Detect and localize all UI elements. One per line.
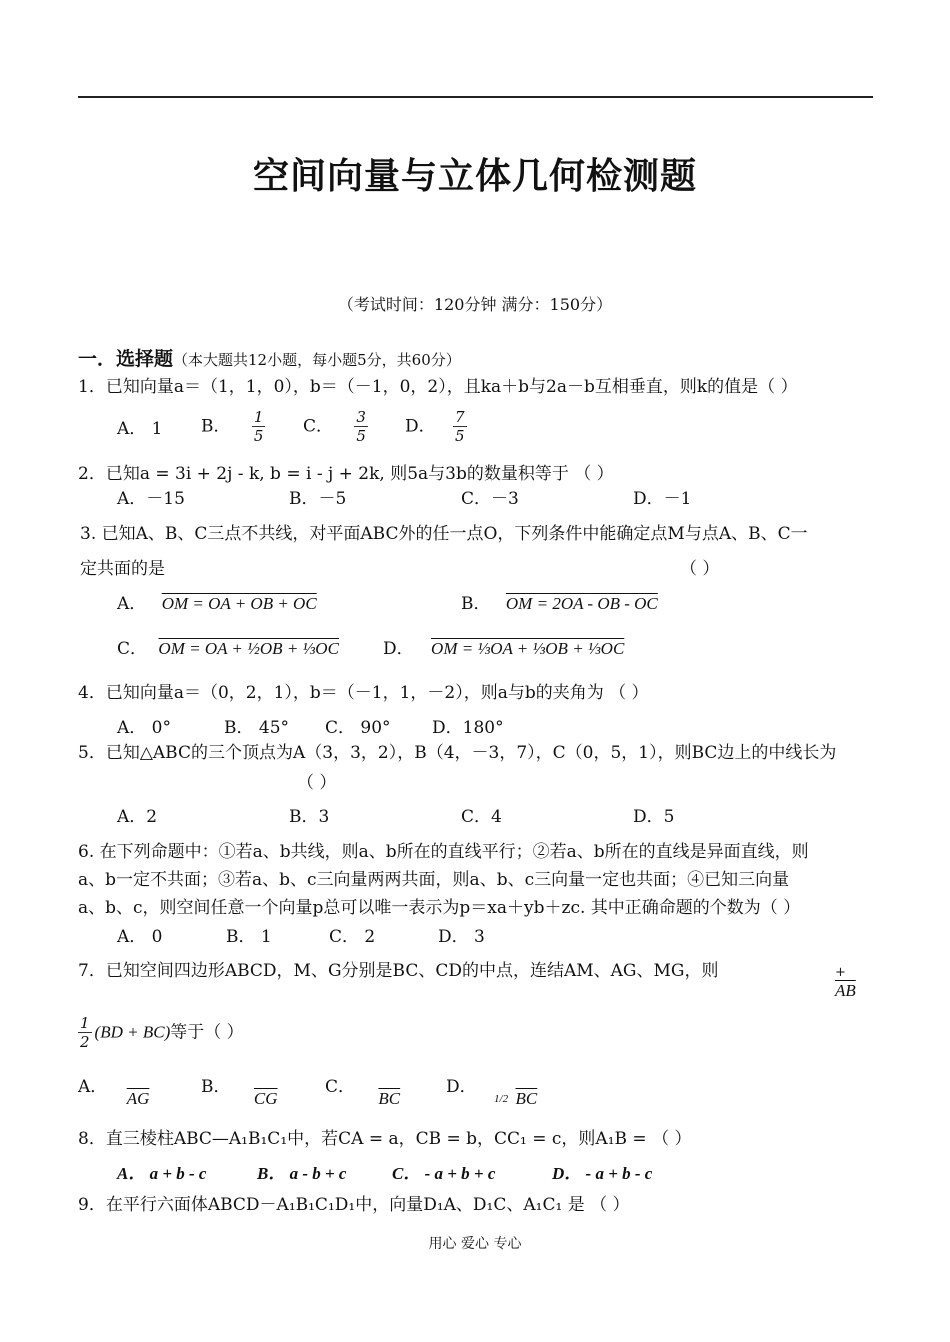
q3-b-expr: OM = 2OA - OB - OC xyxy=(505,594,658,613)
question-3-line-2: 定共面的是 xyxy=(80,559,165,579)
section-heading xyxy=(78,348,461,371)
q3-b-label: B． xyxy=(461,594,491,614)
q7-b-vec: $\overline{CG}$ xyxy=(253,1089,278,1108)
q2-option-b: B．－5 xyxy=(289,489,347,509)
q4-option-d: D．180° xyxy=(432,718,504,738)
q1-b-den: 5 xyxy=(253,427,264,445)
q1-b-label: B． xyxy=(201,416,231,437)
q7-ab-label-wrap xyxy=(835,980,856,1002)
q7-tail: 等于（ ） xyxy=(170,1022,244,1043)
q7-d-half: 1/2 xyxy=(494,1093,509,1105)
q6-option-d: D． 3 xyxy=(438,927,485,947)
q1-c-label: C． xyxy=(303,416,334,437)
q7-half-num: 1 xyxy=(80,1014,90,1032)
question-8: 8．直三棱柱ABC—A₁B₁C₁中，若CA = a，CB = b，CC₁ = c，则A₁B = （ ） xyxy=(78,1129,692,1149)
q3-option-c xyxy=(117,638,339,660)
question-3-line-1: 3. 已知A、B、C三点不共线，对平面ABC外的任一点O，下列条件中能确定点M与点A、B、C一 xyxy=(80,524,808,544)
q3-a-expr: OM = OA + OB + OC xyxy=(161,594,317,613)
q1-c-fraction xyxy=(354,408,368,445)
question-7-line-1: 7．已知空间四边形ABCD，M、G分别是BC、CD的中点，连结AM、AG、MG，则 xyxy=(78,961,719,981)
q5-option-a: A．2 xyxy=(117,807,158,827)
q7-a-vec: $\overline{AG}$ xyxy=(126,1089,150,1108)
q4-option-b: B． 45° xyxy=(224,718,290,738)
q7-half xyxy=(78,1014,92,1051)
section-label: 一．选择题 xyxy=(78,348,174,370)
question-3-answer-paren: （ ） xyxy=(680,559,720,579)
q7-expr: (BD + BC) xyxy=(94,1022,171,1042)
q1-d-den: 5 xyxy=(455,427,465,445)
q3-d-expr: OM = ⅓OA + ⅓OB + ⅓OC xyxy=(431,639,625,658)
q1-c-den: 5 xyxy=(356,427,366,445)
q1-c-num: 3 xyxy=(356,408,366,426)
q1-option-c xyxy=(303,408,371,445)
q3-c-expr: OM = OA + ½OB + ⅓OC xyxy=(158,639,339,658)
q7-option-a xyxy=(78,1076,150,1108)
q5-option-b: B．3 xyxy=(289,807,330,827)
q6-option-b: B． 1 xyxy=(226,927,272,947)
q1-d-num: 7 xyxy=(455,408,465,426)
q3-option-b xyxy=(461,593,658,615)
q7-ab-label: $\overline{AB}$ xyxy=(835,981,856,1000)
q8-option-a: A． a + b - c xyxy=(117,1164,207,1183)
q7-c-vec: $\overline{BC}$ xyxy=(378,1089,401,1108)
question-4: 4．已知向量a＝（0，2，1），b＝（－1，1，－2），则a与b的夹角为 （ ） xyxy=(78,683,649,703)
q8-option-d: D． - a + b - c xyxy=(552,1164,653,1183)
q1-option-d xyxy=(405,408,470,445)
q7-d-vec: $\overline{BC}$ xyxy=(515,1089,538,1108)
q1-option-a: A． 1 xyxy=(117,419,163,439)
q1-b-num: 1 xyxy=(253,408,264,426)
question-1: 1．已知向量a＝（1，1，0），b＝（－1，0，2），且ka＋b与2a－b互相垂直，则k的值是（ ） xyxy=(78,377,798,397)
q5-option-d: D．5 xyxy=(633,807,675,827)
q7-plus: + xyxy=(835,965,846,980)
q6-option-c: C． 2 xyxy=(329,927,376,947)
page-footer: 用心 爱心 专心 xyxy=(428,1236,522,1252)
question-2: 2．已知a = 3i + 2j - k, b = i - j + 2k, 则5a与3b的数量积等于 （ ） xyxy=(78,464,614,484)
q7-option-c xyxy=(325,1076,401,1108)
q6-option-a: A． 0 xyxy=(117,927,163,947)
q2-option-c: C．－3 xyxy=(461,489,519,509)
q4-option-c: C． 90° xyxy=(325,718,391,738)
q1-b-fraction xyxy=(252,408,266,445)
q4-option-a: A． 0° xyxy=(117,718,171,738)
q3-a-label: A． xyxy=(117,594,147,614)
question-7-line-2 xyxy=(78,1014,244,1051)
q5-option-c: C．4 xyxy=(461,807,502,827)
question-6-line-2: a、b一定不共面；③若a、b、c三向量两两共面，则a、b、c三向量一定也共面；④已知三向量 xyxy=(78,870,790,890)
header-rule xyxy=(78,96,873,98)
q7-option-b xyxy=(201,1076,278,1108)
q7-b-label: B． xyxy=(201,1077,231,1097)
q7-c-label: C． xyxy=(325,1077,356,1097)
q7-option-d xyxy=(446,1076,538,1108)
q3-option-d xyxy=(383,638,624,660)
q3-d-label: D． xyxy=(383,639,414,659)
q7-a-label: A． xyxy=(78,1077,108,1097)
q7-d-label: D． xyxy=(446,1077,477,1097)
question-6-line-3: a、b、c，则空间任意一个向量p总可以唯一表示为p＝xa＋yb＋zc. 其中正确命题的个数为（ ） xyxy=(78,898,801,918)
question-5: 5．已知△ABC的三个顶点为A（3，3，2），B（4，－3，7），C（0，5，1），则BC边上的中线长为 xyxy=(78,743,837,763)
q1-d-label: D． xyxy=(405,416,436,437)
q8-option-c: C． - a + b + c xyxy=(392,1164,496,1183)
section-note: （本大题共12小题，每小题5分，共60分） xyxy=(173,351,461,369)
q3-c-label: C． xyxy=(117,639,148,659)
q2-option-d: D．－1 xyxy=(633,489,692,509)
q7-half-den: 2 xyxy=(80,1033,90,1051)
question-6-line-1: 6. 在下列命题中：①若a、b共线，则a、b所在的直线平行；②若a、b所在的直线是异面直线，则 xyxy=(78,842,809,862)
q3-option-a xyxy=(117,593,317,615)
question-9: 9．在平行六面体ABCD－A₁B₁C₁D₁中，向量D₁A、D₁C、A₁C₁ 是 （ ） xyxy=(78,1195,630,1215)
exam-info: （考试时间：120分钟 满分：150分） xyxy=(337,295,613,314)
q2-option-a: A．－15 xyxy=(117,489,185,509)
q8-option-b: B． a - b + c xyxy=(257,1164,347,1183)
q1-option-b xyxy=(201,408,268,445)
question-5-answer-paren: （ ） xyxy=(297,773,337,793)
page-title: 空间向量与立体几何检测题 xyxy=(252,156,697,197)
q1-d-fraction xyxy=(453,408,467,445)
